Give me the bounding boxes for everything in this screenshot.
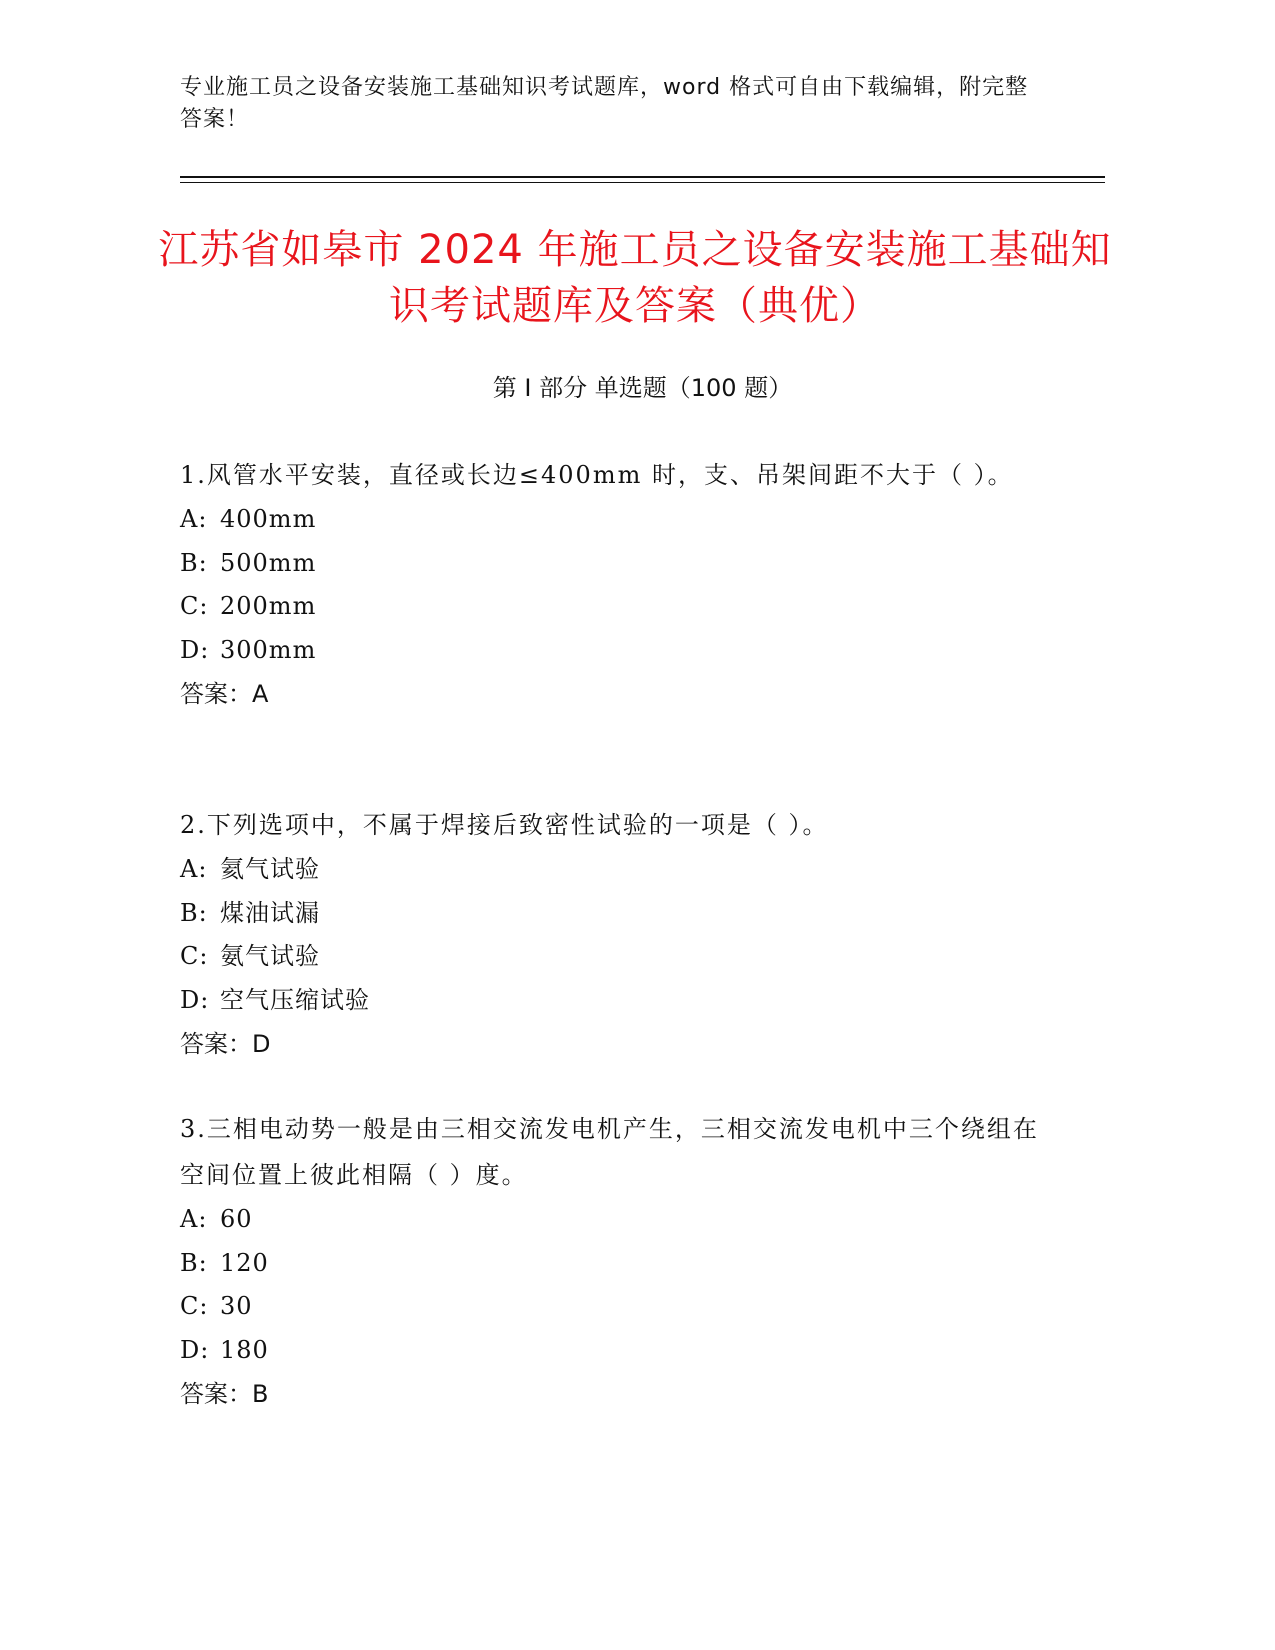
question-2 <box>180 802 1040 1066</box>
option-text: 300mm <box>220 635 317 664</box>
option-d <box>180 629 1040 673</box>
option-a <box>180 848 1040 892</box>
option-d <box>180 1329 1040 1373</box>
option-text: 氨气试验 <box>220 942 320 970</box>
option-c <box>180 1285 1040 1329</box>
option-a <box>180 498 1040 542</box>
option-letter: A: <box>180 1205 208 1233</box>
option-c <box>180 585 1040 629</box>
option-text: 30 <box>220 1292 253 1320</box>
answer-line: 答案：B <box>180 1380 269 1408</box>
option-c <box>180 935 1040 979</box>
option-letter: D: <box>180 985 210 1014</box>
section-title: 第 I 部分 单选题（100 题） <box>492 374 793 402</box>
option-b <box>180 542 1040 586</box>
option-text: 60 <box>220 1205 253 1233</box>
option-text: 空气压缩试验 <box>220 985 370 1014</box>
option-text: 氦气试验 <box>220 855 320 883</box>
option-letter: D: <box>180 1335 210 1364</box>
option-letter: C: <box>180 592 209 620</box>
option-letter: A: <box>180 855 208 883</box>
option-letter: C: <box>180 942 209 970</box>
option-b <box>180 892 1040 936</box>
option-text: 120 <box>220 1248 269 1277</box>
option-letter: B: <box>180 1248 208 1277</box>
option-letter: C: <box>180 1292 209 1320</box>
question-stem: 1.风管水平安装，直径或长边≤400mm 时，支、吊架间距不大于（ ）。 <box>180 461 1014 489</box>
option-letter: B: <box>180 898 208 927</box>
header-divider-thin <box>180 182 1105 183</box>
question-3 <box>180 1106 1040 1416</box>
option-letter: A: <box>180 505 208 533</box>
question-stem: 3.三相电动势一般是由三相交流发电机产生，三相交流发电机中三个绕组在空间位置上彼此相隔（ ）度。 <box>180 1115 1039 1189</box>
answer-line: 答案：A <box>180 680 269 708</box>
option-text: 400mm <box>220 505 317 533</box>
option-a <box>180 1198 1040 1242</box>
option-text: 煤油试漏 <box>220 898 320 927</box>
option-text: 500mm <box>220 548 317 577</box>
option-letter: D: <box>180 635 210 664</box>
header-divider-thick <box>180 176 1105 178</box>
question-stem: 2.下列选项中，不属于焊接后致密性试验的一项是（ ）。 <box>180 811 829 839</box>
option-d <box>180 979 1040 1023</box>
header-note: 专业施工员之设备安装施工基础知识考试题库，word 格式可自由下载编辑，附完整答案！ <box>180 75 1029 132</box>
option-b <box>180 1242 1040 1286</box>
option-letter: B: <box>180 548 208 577</box>
option-text: 200mm <box>220 592 317 620</box>
document-title: 江苏省如皋市 2024 年施工员之设备安装施工基础知识考试题库及答案（典优） <box>158 227 1112 329</box>
answer-line: 答案：D <box>180 1030 271 1058</box>
option-text: 180 <box>220 1335 269 1364</box>
question-1 <box>180 452 1040 716</box>
